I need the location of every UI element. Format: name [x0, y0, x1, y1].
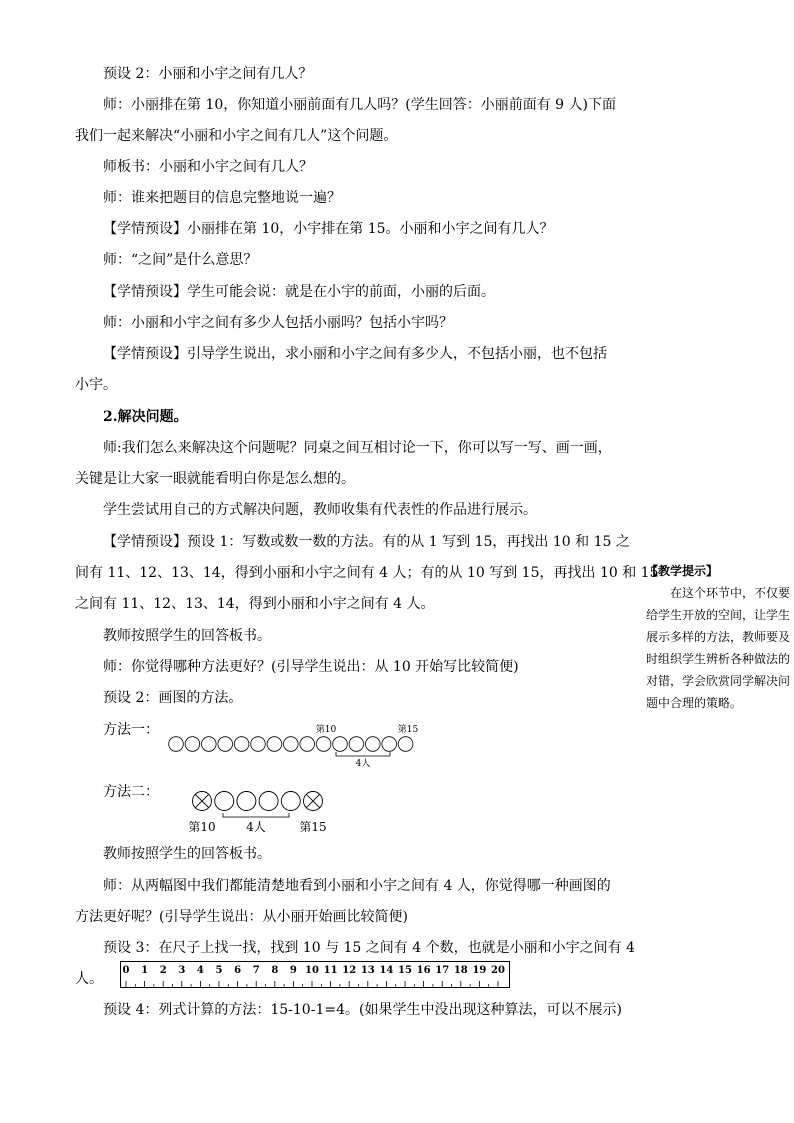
- text-line: 之间有 11、12、13、14，得到小丽和小宇之间有 4 人。: [75, 596, 435, 612]
- person-circle: [382, 737, 397, 752]
- text-line: 教师按照学生的回答板书。: [103, 846, 271, 862]
- ruler-number: 10: [305, 965, 319, 976]
- text-line: 间有 11、12、13、14，得到小丽和小宇之间有 4 人；有的从 10 写到 15，再找出 10 和 15: [75, 565, 659, 581]
- ruler-number: 19: [472, 965, 487, 976]
- ruler-number: 6: [234, 965, 242, 976]
- ruler-number: 13: [360, 965, 375, 976]
- circle-row: [193, 792, 323, 811]
- ruler-number: 14: [379, 965, 394, 976]
- person-circle: [300, 737, 315, 752]
- text-line: 教师按照学生的回答板书。: [103, 628, 271, 644]
- person-circle: [185, 737, 200, 752]
- person-circle: [316, 737, 331, 752]
- method-label: 方法一：: [103, 722, 159, 738]
- ruler-number: 18: [453, 965, 468, 976]
- span-label: 4人: [246, 820, 266, 834]
- ruler-number: 2: [159, 965, 167, 976]
- text-line: 师：小丽和小宇之间有多少人包括小丽吗？包括小宇吗？: [103, 315, 453, 331]
- text-line: 师：从两幅图中我们都能清楚地看到小丽和小宇之间有 4 人，你觉得哪一种画图的: [103, 878, 611, 894]
- span-brace: [223, 813, 289, 817]
- ruler-number: 16: [416, 965, 431, 976]
- person-circle: [237, 792, 256, 811]
- ruler-number: 8: [271, 965, 279, 976]
- person-circle: [267, 737, 282, 752]
- text-line: 人。: [75, 971, 103, 987]
- text-line: 预设 2：画图的方法。: [103, 690, 243, 706]
- label-10: 第10: [315, 725, 337, 735]
- text-line: 学生尝试用自己的方式解决问题，教师收集有代表性的作品进行展示。: [103, 502, 537, 518]
- text-line: 预设 2：小丽和小宇之间有几人？: [103, 66, 313, 82]
- text-line: 【学情预设】预设 1：写数或数一数的方法。有的从 1 写到 15，再找出 10 和 15 之: [103, 534, 630, 550]
- text-line: 【学情预设】引导学生说出，求小丽和小宇之间有多少人，不包括小丽，也不包括: [103, 346, 607, 362]
- label-15: 第15: [299, 820, 327, 834]
- ruler: [120, 961, 510, 989]
- ruler-number: 12: [342, 965, 357, 976]
- person-circle: [215, 792, 234, 811]
- section-heading: 2.解决问题。: [103, 409, 188, 425]
- text-line: 预设 3：在尺子上找一找，找到 10 与 15 之间有 4 个数，也就是小丽和小宇之间有 4: [103, 940, 635, 956]
- text-line: 我们一起来解决“小丽和小宇之间有几人”这个问题。: [75, 128, 398, 144]
- teaching-tip-title: 【教学提示】: [646, 564, 719, 578]
- ruler-number: 17: [435, 965, 450, 976]
- person-circle: [202, 737, 217, 752]
- diagram-method-2: [185, 787, 335, 837]
- ruler-number: 3: [178, 965, 186, 976]
- label-10: 第10: [188, 820, 216, 834]
- text-line: 【学情预设】学生可能会说：就是在小宇的前面，小丽的后面。: [103, 284, 495, 300]
- person-circle: [366, 737, 381, 752]
- ruler-number: 9: [289, 965, 297, 976]
- ruler-number: 11: [323, 965, 338, 976]
- ruler-number: 5: [215, 965, 223, 976]
- ruler-number: 20: [491, 965, 505, 976]
- ruler-number: 0: [122, 965, 130, 976]
- ruler-number: 7: [252, 965, 260, 976]
- person-circle: [234, 737, 249, 752]
- span-label: 4人: [355, 759, 371, 769]
- person-circle: [333, 737, 348, 752]
- person-circle: [349, 737, 364, 752]
- text-line: 师：“之间”是什么意思？: [103, 252, 258, 268]
- person-circle: [169, 737, 184, 752]
- method-label: 方法二：: [103, 784, 159, 800]
- teaching-tip: [646, 560, 790, 714]
- text-line: 师板书：小丽和小宇之间有几人？: [103, 159, 313, 175]
- span-brace: [336, 752, 390, 756]
- person-circle: [398, 737, 413, 752]
- person-circle: [218, 737, 233, 752]
- text-line: 师：小丽排在第 10，你知道小丽前面有几人吗？(学生回答：小丽前面有 9 人)下面: [103, 97, 616, 113]
- text-line: 【学情预设】小丽排在第 10，小宇排在第 15。小丽和小宇之间有几人？: [103, 221, 554, 237]
- person-circle: [259, 792, 278, 811]
- text-line: 关键是让大家一眼就能看明白你是怎么想的。: [75, 471, 355, 487]
- teaching-tip-body: 在这个环节中，不仅要给学生开放的空间，让学生展示多样的方法，教师要及时组织学生辨析各种做法的对错，学会欣赏同学解决问题中合理的策略。: [646, 586, 791, 710]
- text-line: 师:我们怎么来解决这个问题呢？同桌之间互相讨论一下，你可以写一写、画一画，: [103, 440, 612, 456]
- text-line: 方法更好呢？(引导学生说出：从小丽开始画比较简便): [75, 909, 408, 925]
- ruler-number: 1: [141, 965, 149, 976]
- label-15: 第15: [397, 725, 419, 735]
- person-circle: [251, 737, 266, 752]
- text-line: 师：谁来把题目的信息完整地说一遍？: [103, 190, 341, 206]
- text-line: 师：你觉得哪种方法更好？(引导学生说出：从 10 开始写比较简便): [103, 659, 519, 675]
- text-line: 预设 4：列式计算的方法：15-10-1=4。(如果学生中没出现这种算法，可以不展示): [103, 1002, 622, 1018]
- person-circle: [281, 792, 300, 811]
- text-line: 小宇。: [75, 377, 117, 393]
- circle-row: [169, 737, 413, 752]
- diagram-method-1: [160, 720, 430, 770]
- ruler-number: 15: [398, 965, 412, 976]
- person-circle: [284, 737, 299, 752]
- ruler-number: 4: [196, 965, 204, 976]
